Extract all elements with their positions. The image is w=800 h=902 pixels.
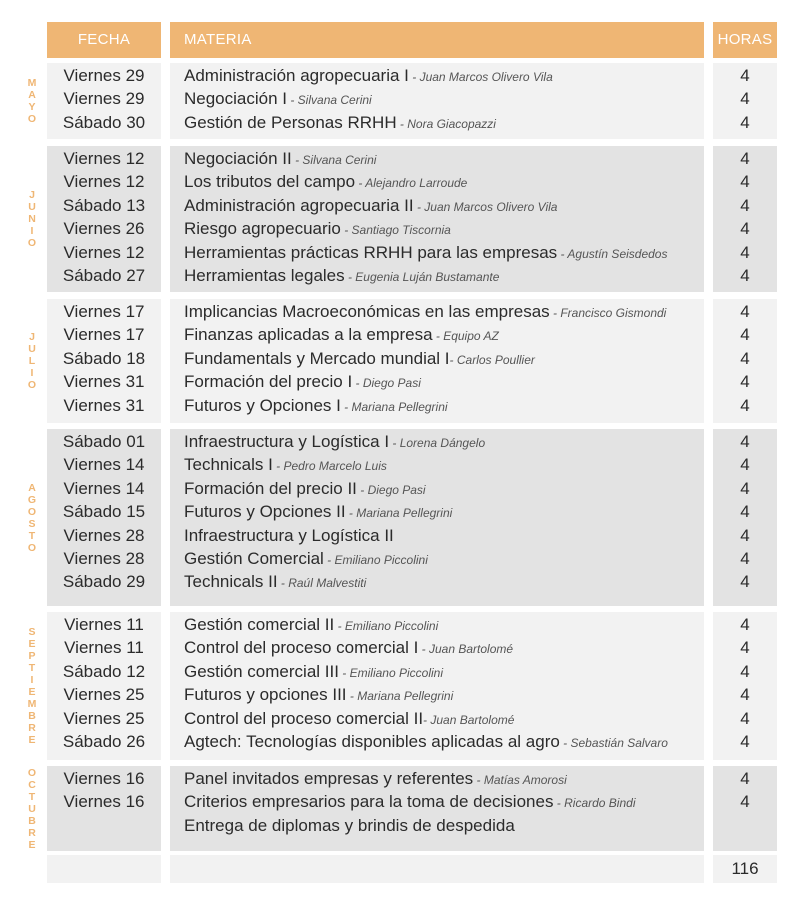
row-hours: 4	[740, 66, 750, 85]
table-row	[47, 636, 777, 659]
table-row	[47, 347, 777, 370]
table-row	[47, 570, 777, 593]
row-subject-cell	[184, 477, 704, 502]
row-teacher: - Diego Pasi	[352, 376, 421, 391]
row-subject: Negociación II	[184, 149, 292, 168]
row-hours: 4	[740, 708, 750, 728]
month-letter: S	[28, 626, 36, 638]
month-letter: T	[28, 790, 36, 803]
row-subject-cell	[184, 241, 704, 266]
month-letter: M	[27, 698, 37, 710]
month-group	[47, 63, 777, 139]
row-hours: 4	[740, 149, 750, 168]
row-teacher: - Sebastián Salvaro	[559, 736, 668, 750]
table-row	[47, 194, 777, 217]
row-hours: 4	[740, 638, 750, 658]
month-letter: J	[29, 331, 35, 343]
month-letter: U	[28, 343, 36, 355]
row-subject: Riesgo agropecuario	[184, 219, 341, 239]
header-materia: MATERIA	[170, 22, 704, 58]
row-subject: Gestión comercial II	[184, 615, 335, 634]
row-hours: 4	[740, 732, 750, 751]
row-date: Viernes 11	[64, 638, 144, 658]
table-row	[47, 430, 777, 453]
month-letter: L	[28, 355, 36, 367]
row-date: Viernes 14	[63, 478, 145, 498]
month-letter: U	[28, 201, 36, 213]
row-subject-cell	[184, 264, 704, 289]
row-subject-cell	[184, 660, 704, 685]
month-letter: B	[28, 814, 36, 827]
row-teacher: - Juan Marcos Olivero Vila	[408, 70, 553, 84]
month-letter: I	[30, 367, 34, 379]
row-teacher: - Silvana Cerini	[287, 93, 372, 108]
row-hours: 4	[740, 769, 750, 788]
row-date: Sábado 26	[62, 732, 146, 751]
row-subject: Formación del precio II	[184, 478, 357, 498]
row-teacher: - Mariana Pellegrini	[346, 689, 454, 704]
row-subject: Implicancias Macroeconómicas en las empresas	[184, 302, 550, 321]
row-subject: Control del proceso comercial II	[184, 708, 424, 728]
row-teacher: - Carlos Poullier	[449, 352, 535, 367]
row-teacher: - Santiago Tiscornia	[340, 223, 451, 238]
row-subject: Fundamentals y Mercado mundial I	[184, 348, 450, 368]
table-row	[47, 111, 777, 134]
row-hours: 4	[740, 395, 750, 415]
row-subject: Futuros y Opciones I	[184, 395, 341, 415]
row-date: Sábado 29	[62, 572, 146, 592]
month-label	[22, 612, 42, 760]
month-letter: J	[29, 189, 35, 201]
row-subject-cell	[184, 636, 704, 661]
row-teacher: - Equipo AZ	[432, 329, 499, 344]
row-hours: 4	[740, 572, 750, 592]
month-letter: M	[27, 77, 37, 89]
row-subject-cell	[184, 683, 704, 708]
table-row	[47, 264, 777, 287]
row-date: Viernes 16	[63, 769, 145, 788]
table-row	[47, 707, 777, 730]
row-date: Viernes 12	[63, 242, 145, 262]
row-hours: 4	[740, 266, 750, 285]
row-subject: Technicals I	[184, 455, 273, 475]
table-row	[47, 683, 777, 706]
month-letter: O	[27, 766, 37, 779]
row-teacher: - Eugenia Luján Bustamante	[344, 270, 500, 284]
table-row	[47, 613, 777, 636]
month-letter: E	[28, 838, 36, 851]
row-hours: 4	[740, 549, 750, 568]
row-subject: Technicals II	[184, 572, 278, 592]
row-teacher: - Emiliano Piccolini	[323, 553, 428, 567]
table-row	[47, 547, 777, 570]
row-date: Sábado 12	[62, 661, 146, 681]
row-teacher: - Mariana Pellegrini	[345, 506, 453, 521]
row-subject: Negociación I	[184, 89, 288, 109]
month-letter: A	[28, 89, 36, 101]
table-row	[47, 87, 777, 110]
row-subject-cell	[184, 347, 704, 372]
row-subject-cell	[184, 767, 704, 792]
table-row	[47, 170, 777, 193]
month-letter: U	[28, 802, 36, 815]
row-date: Sábado 15	[62, 502, 146, 522]
row-subject: Administración agropecuaria II	[184, 195, 414, 215]
row-date: Sábado 18	[62, 348, 146, 368]
row-hours: 4	[740, 242, 750, 262]
row-subject: Infraestructura y Logística II	[184, 525, 394, 545]
row-subject-cell	[184, 814, 704, 839]
row-hours: 4	[740, 502, 750, 522]
row-teacher: - Silvana Cerini	[291, 153, 377, 167]
month-label	[22, 146, 42, 292]
row-teacher: - Juan Bartolomé	[423, 712, 515, 727]
row-hours: 4	[740, 195, 750, 215]
row-subject-cell	[184, 64, 704, 89]
row-teacher: - Lorena Dángelo	[389, 436, 486, 450]
row-hours: 4	[740, 661, 750, 681]
month-letter: B	[28, 710, 36, 722]
month-letter: E	[28, 686, 36, 698]
row-teacher: - Juan Marcos Olivero Vila	[413, 199, 558, 214]
table-row	[47, 730, 777, 753]
table-row	[47, 453, 777, 476]
month-letter: N	[28, 213, 36, 225]
month-letter: R	[28, 722, 36, 734]
row-date: Viernes 26	[63, 219, 145, 239]
row-teacher: - Agustín Seisdedos	[557, 246, 668, 261]
row-subject: Gestión comercial III	[184, 661, 339, 681]
row-teacher: - Pedro Marcelo Luis	[272, 459, 387, 474]
row-subject: Infraestructura y Logística I	[184, 432, 390, 451]
table-row	[47, 147, 777, 170]
row-date: Viernes 12	[63, 172, 145, 192]
table-row	[47, 241, 777, 264]
row-hours: 4	[740, 172, 750, 192]
month-letter: C	[28, 778, 36, 791]
row-hours: 4	[740, 325, 750, 345]
month-letter: S	[28, 517, 36, 530]
row-subject-cell	[184, 730, 704, 755]
row-teacher: - Mariana Pellegrini	[340, 399, 448, 414]
row-date: Viernes 31	[63, 395, 145, 415]
month-group	[47, 612, 777, 760]
month-letter: P	[28, 650, 36, 662]
row-hours: 4	[740, 348, 750, 368]
row-subject: Administración agropecuaria I	[184, 66, 409, 85]
table-row	[47, 323, 777, 346]
row-subject-cell	[184, 300, 704, 325]
row-teacher: - Nora Giacopazzi	[396, 116, 496, 131]
row-teacher: - Emiliano Piccolini	[334, 619, 439, 633]
row-date: Viernes 16	[63, 792, 145, 812]
row-hours: 4	[740, 478, 750, 498]
month-letter: G	[27, 493, 37, 506]
row-subject-cell	[184, 570, 704, 595]
row-subject: Entrega de diplomas y brindis de despedida	[184, 815, 515, 835]
header-fecha: FECHA	[47, 22, 161, 58]
row-subject: Herramientas prácticas RRHH para las empresas	[184, 242, 558, 262]
row-date: Viernes 31	[63, 372, 145, 392]
month-label	[22, 766, 42, 851]
row-subject: Herramientas legales	[184, 266, 345, 285]
row-date: Viernes 29	[63, 66, 145, 85]
month-label	[22, 429, 42, 606]
row-date: Viernes 17	[63, 325, 145, 345]
row-date: Sábado 01	[62, 432, 146, 451]
month-letter: I	[30, 225, 34, 237]
month-letter: Y	[28, 101, 36, 113]
row-subject: Los tributos del campo	[184, 172, 356, 192]
row-teacher: - Diego Pasi	[356, 482, 426, 497]
row-hours: 4	[740, 372, 750, 392]
month-letter: T	[28, 529, 36, 542]
header-horas: HORAS	[713, 22, 777, 58]
row-date: Sábado 13	[62, 195, 146, 215]
row-subject-cell	[184, 170, 704, 195]
row-subject-cell	[184, 790, 704, 815]
row-date: Viernes 29	[63, 89, 145, 109]
month-letter: I	[30, 674, 34, 686]
month-label	[22, 299, 42, 423]
month-group	[47, 299, 777, 423]
row-date: Viernes 25	[63, 708, 145, 728]
month-letter: O	[27, 113, 37, 125]
row-subject-cell	[184, 707, 704, 732]
row-subject-cell	[184, 217, 704, 242]
total-hours: 116	[731, 859, 759, 878]
row-subject: Criterios empresarios para la toma de decisiones	[184, 792, 554, 812]
month-letter: E	[28, 638, 36, 650]
table-row	[47, 500, 777, 523]
table-row	[47, 217, 777, 240]
row-subject: Gestión Comercial	[184, 549, 324, 568]
row-subject-cell	[184, 500, 704, 525]
row-subject-cell	[184, 370, 704, 395]
month-letter: O	[27, 379, 37, 391]
row-teacher: - Raúl Malvestiti	[277, 576, 367, 591]
row-hours: 4	[740, 302, 750, 321]
row-subject: Control del proceso comercial I	[184, 638, 419, 658]
table-row	[47, 790, 777, 813]
row-subject-cell	[184, 111, 704, 136]
row-subject-cell	[184, 453, 704, 478]
row-subject-cell	[184, 430, 704, 455]
row-date: Sábado 27	[62, 266, 146, 285]
row-hours: 4	[740, 112, 750, 132]
table-row	[47, 524, 777, 547]
table-row	[47, 300, 777, 323]
row-subject-cell	[184, 87, 704, 112]
row-date: Viernes 25	[63, 685, 145, 705]
table-row	[47, 767, 777, 790]
table-row	[47, 660, 777, 683]
row-subject: Futuros y Opciones II	[184, 502, 346, 522]
row-subject: Futuros y opciones III	[184, 685, 347, 705]
row-date: Viernes 28	[63, 525, 145, 545]
row-subject: Formación del precio I	[184, 372, 353, 392]
table-row	[47, 370, 777, 393]
row-subject: Finanzas aplicadas a la empresa	[184, 325, 433, 345]
month-group	[47, 766, 777, 851]
row-hours: 4	[740, 219, 750, 239]
row-hours: 4	[740, 525, 750, 545]
row-date: Sábado 30	[62, 112, 146, 132]
row-subject: Panel invitados empresas y referentes	[184, 769, 474, 788]
row-hours: 4	[740, 455, 750, 475]
month-letter: O	[27, 237, 37, 249]
row-teacher: - Francisco Gismondi	[549, 306, 667, 320]
row-teacher: - Alejandro Larroude	[355, 176, 468, 191]
month-group	[47, 429, 777, 606]
table-row	[47, 64, 777, 87]
row-teacher: - Ricardo Bindi	[553, 796, 636, 811]
row-subject: Gestión de Personas RRHH	[184, 112, 397, 132]
month-letter: O	[27, 541, 37, 554]
row-hours: 4	[740, 615, 750, 634]
row-hours: 4	[740, 89, 750, 109]
table-row	[47, 814, 777, 837]
row-hours: 4	[740, 792, 750, 812]
row-date: Viernes 14	[63, 455, 145, 475]
month-letter: R	[28, 826, 36, 839]
row-subject-cell	[184, 547, 704, 572]
month-group	[47, 146, 777, 292]
month-label	[22, 63, 42, 139]
month-letter: E	[28, 734, 36, 746]
row-teacher: - Matías Amorosi	[473, 773, 567, 787]
row-hours: 4	[740, 685, 750, 705]
row-hours: 4	[740, 432, 750, 451]
row-teacher: - Juan Bartolomé	[418, 642, 514, 657]
row-date: Viernes 11	[64, 615, 144, 634]
table-row	[47, 477, 777, 500]
row-date: Viernes 12	[63, 149, 145, 168]
row-subject-cell	[184, 613, 704, 638]
row-subject-cell	[184, 147, 704, 172]
total-row	[47, 855, 777, 883]
row-subject: Agtech: Tecnologías disponibles aplicadas al agro	[184, 732, 560, 751]
table-row	[47, 394, 777, 417]
row-date: Viernes 28	[63, 549, 145, 568]
row-date: Viernes 17	[63, 302, 145, 321]
row-subject-cell	[184, 394, 704, 419]
month-letter: O	[27, 505, 37, 518]
row-subject-cell	[184, 323, 704, 348]
row-subject-cell	[184, 194, 704, 219]
month-letter: A	[28, 481, 36, 494]
row-teacher: - Emiliano Piccolini	[338, 665, 443, 680]
month-letter: T	[28, 662, 36, 674]
row-subject-cell	[184, 524, 704, 549]
